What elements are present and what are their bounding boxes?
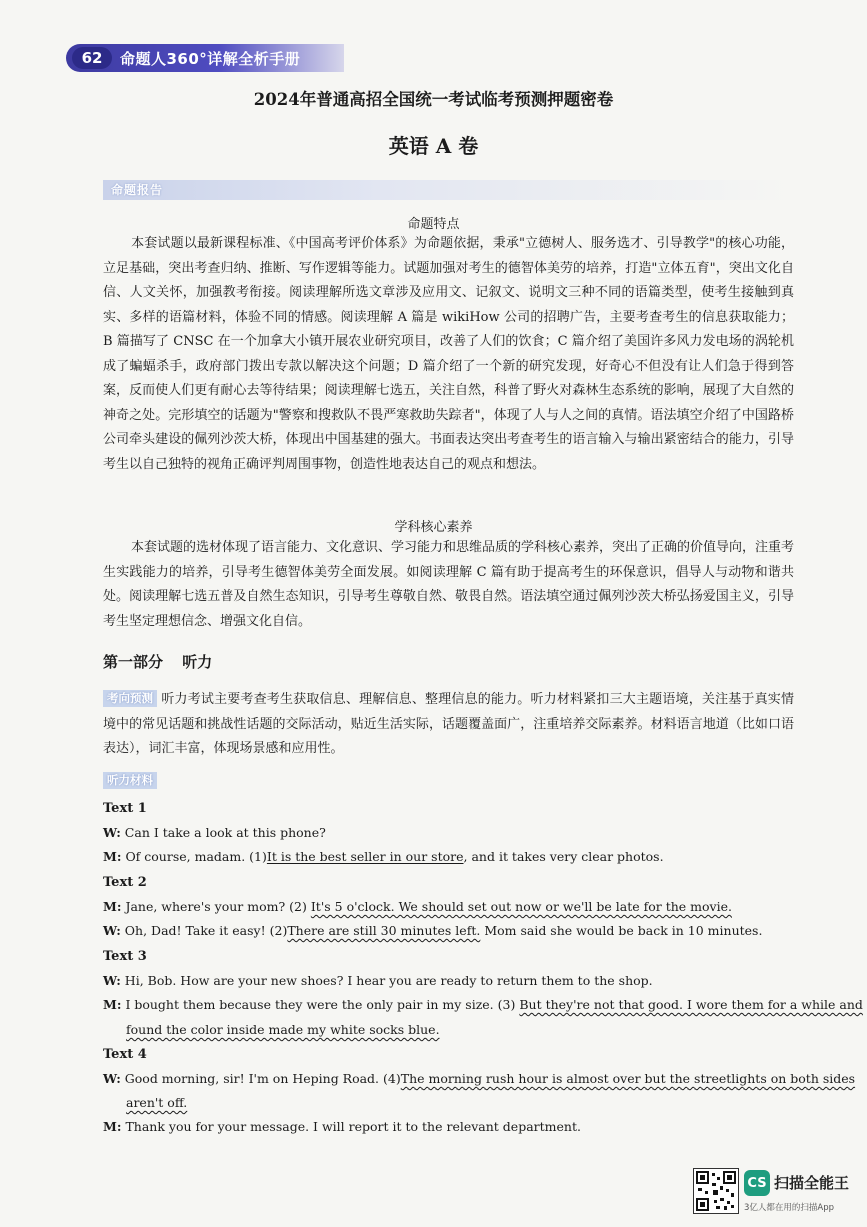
speaker: W:: [103, 1071, 121, 1086]
dialogue-text: Jane, where's your mom?: [125, 899, 286, 914]
answer-clue: It's 5 o'clock. We should set out now or we'll be late for the movie.: [310, 899, 732, 914]
competency-text: 本套试题的选材体现了语言能力、文化意识、学习能力和思维品质的学科核心素养，突出了正确的价值导向，注重考生实践能力的培养，引导考生德智体美劳全面发展。如阅读理解 C 篇有助于提高考生的环保意识，倡导人与动物和谐共处。阅读理解七选五普及自然生态知识，引导考生尊敬自然、敬畏自然。语法填空通过佩列沙茨大桥弘扬爱国主义，引导考生坚定理想信念、增强文化自信。: [103, 540, 795, 629]
text3-line2: [103, 996, 863, 1014]
speaker: W:: [103, 825, 121, 840]
exam-subtitle: 英语 A 卷: [388, 134, 479, 158]
question-number: (3): [497, 997, 516, 1012]
answer-clue: aren't off.: [126, 1095, 188, 1110]
material-tag: 听力材料: [103, 772, 157, 789]
dialogue-text: Of course, madam.: [125, 849, 246, 864]
dialogue-text: , and it takes very clear photos.: [463, 849, 664, 864]
book-header: [66, 44, 344, 72]
dialogue-text: Mom said she would be back in 10 minutes.: [484, 923, 763, 938]
scanner-app-tagline: 3亿人都在用的扫描App: [744, 1203, 835, 1213]
text2-line1: [103, 898, 732, 916]
preview-paragraph: [103, 688, 794, 762]
part-one-heading: 第一部分 听力: [103, 653, 213, 671]
text3-line2-continued: [126, 1021, 440, 1039]
features-paragraph: [103, 232, 794, 477]
text4-label: Text 4: [103, 1047, 147, 1062]
text1-label: Text 1: [103, 801, 147, 816]
dialogue-text: Good morning, sir! I'm on Heping Road.: [124, 1071, 380, 1086]
dialogue-text: Oh, Dad! Take it easy!: [124, 923, 266, 938]
features-text: 本套试题以最新课程标准、《中国高考评价体系》为命题依据，秉承"立德树人、服务选才、引导教学"的核心功能，立足基础，突出考查归纳、推断、写作逻辑等能力。试题加强对考生的德智体美劳的培养，打造"立体五育"，突出文化自信、人文关怀，加强教考衔接。阅读理解所选文章涉及应用文、记叙文、说明文三种不同的语篇类型，使考生接触到真实、多样的语篇材料，体验不同的情感。阅读理解 A 篇是 wikiHow 公司的招聘广告，主要考查考生的信息获取能力；B 篇描写了 CNSC 在一个加拿大小镇开展农业研究项目，改善了人们的饮食；C 篇介绍了美国许多风力发电场的涡轮机成了蝙蝠杀手，政府部门拨出专款以解决这个问题；D 篇介绍了一个新的研究发现，好奇心不但没有让人们急于得到答案，反而使人们更有耐心去等待结果；阅读理解七选五，关注自然，科普了野火对森林生态系统的影响，展现了大自然的神奇之处。完形填空的话题为"警察和搜救队不畏严寒救助失踪者"，体现了人与人之间的真情。语法填空介绍了中国路桥公司牵头建设的佩列沙茨大桥，体现出中国基建的强大。书面表达突出考查考生的语言输入与输出紧密结合的能力，引导考生以自己独特的视角正确评判周围事物，创造性地表达自己的观点和想法。: [103, 236, 794, 472]
page-number: 62: [72, 47, 112, 69]
camscanner-logo-icon: CS: [744, 1170, 770, 1196]
competency-heading: 学科核心素养: [394, 520, 473, 535]
text4-line1: [103, 1070, 855, 1088]
answer-clue: It is the best seller in our store: [266, 849, 464, 864]
text4-line1-continued: [126, 1094, 187, 1112]
text4-line2: [103, 1118, 581, 1136]
speaker: M:: [103, 849, 122, 864]
question-number: (4): [383, 1071, 401, 1086]
preview-text: 听力考试主要考查考生获取信息、理解信息、整理信息的能力。听力材料紧扣三大主题语境，关注基于真实情境中的常见话题和挑战性话题的交际活动，贴近生活实际，话题覆盖面广，注重培养交际素养。材料语言地道（比如口语表达），词汇丰富，体现场景感和应用性。: [103, 692, 794, 756]
speaker: W:: [103, 923, 121, 938]
material-tag-row: [103, 772, 157, 790]
text2-label: Text 2: [103, 875, 147, 890]
book-title: 命题人360°详解全析手册: [120, 49, 301, 68]
scanner-app-name: 扫描全能王: [774, 1174, 850, 1192]
text1-line2: [103, 848, 664, 866]
speaker: M:: [103, 1119, 122, 1134]
question-number: (1): [249, 849, 267, 864]
speaker: M:: [103, 899, 122, 914]
competency-paragraph: [103, 536, 794, 634]
dialogue-text: I bought them because they were the only pair in my size.: [125, 997, 494, 1012]
qr-code-icon: [693, 1168, 739, 1214]
features-heading: 命题特点: [407, 217, 460, 232]
text2-line2: [103, 922, 762, 940]
text3-label: Text 3: [103, 949, 147, 964]
exam-title: 2024年普通高招全国统一考试临考预测押题密卷: [253, 90, 614, 109]
answer-clue: found the color inside made my white socks blue.: [126, 1022, 440, 1037]
text3-line1: [103, 972, 653, 990]
answer-clue: But they're not that good. I wore them for a while and: [519, 997, 863, 1012]
speaker: W:: [103, 973, 121, 988]
question-number: (2): [269, 923, 288, 938]
speaker: M:: [103, 997, 122, 1012]
answer-clue: The morning rush hour is almost over but the streetlights on both sides: [400, 1071, 856, 1086]
section-banner: [103, 180, 793, 200]
dialogue-text: Can I take a look at this phone?: [124, 825, 326, 840]
dialogue-text: Hi, Bob. How are your new shoes? I hear you are ready to return them to the shop.: [124, 973, 653, 988]
banner-label: 命题报告: [111, 183, 164, 197]
preview-tag: 考向预测: [103, 690, 157, 707]
text1-line1: [103, 824, 326, 842]
question-number: (2): [289, 899, 307, 914]
answer-clue: There are still 30 minutes left.: [287, 923, 481, 938]
dialogue-text: Thank you for your message. I will report it to the relevant department.: [125, 1119, 581, 1134]
